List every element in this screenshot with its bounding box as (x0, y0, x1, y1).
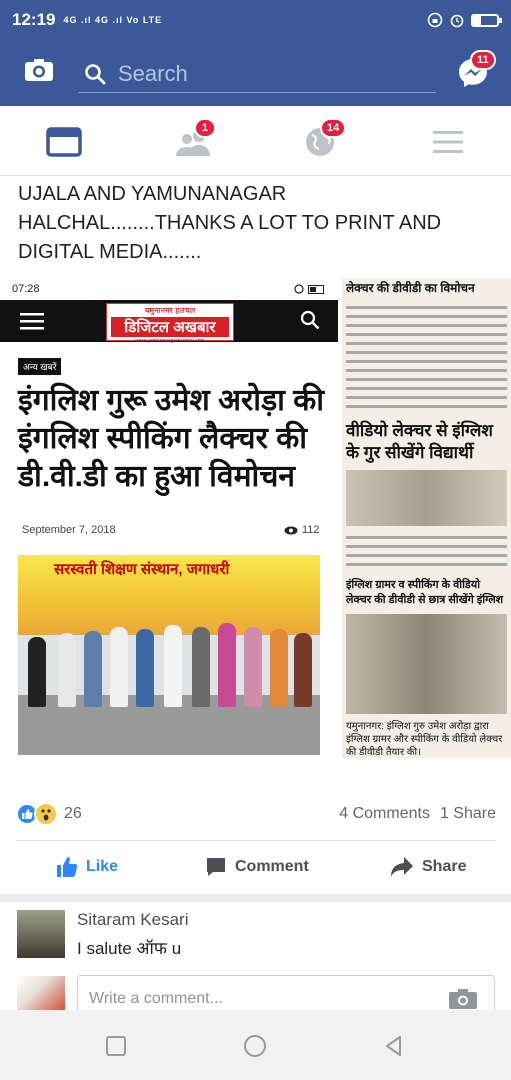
hamburger-icon (432, 129, 464, 155)
person (192, 627, 210, 707)
site-search-icon (300, 310, 320, 330)
clip-text-block (342, 298, 511, 416)
search-icon (84, 63, 106, 85)
article-headline: इंगलिश गुरू उमेश अरोड़ा की इंगलिश स्पीकिंग लैक्चर की डी.वी.डी का हुआ विमोचन (18, 384, 325, 493)
reactions-summary[interactable] (16, 800, 496, 828)
tab-bar (0, 106, 511, 176)
clip-photo-2 (346, 614, 507, 714)
clip-heading-1: लेक्चर की डीवीडी का विमोचन (346, 281, 475, 295)
shares-count[interactable]: 1 Share (439, 805, 496, 822)
feed-icon (46, 127, 82, 157)
comment-button[interactable]: Comment (205, 856, 309, 878)
comment-text: I salute ऑफ u (77, 939, 182, 958)
avatar (17, 976, 65, 1012)
news-site-header (0, 300, 338, 342)
back-icon[interactable] (382, 1034, 406, 1058)
person (110, 627, 128, 707)
tab-news-feed[interactable] (39, 120, 89, 164)
camera-icon[interactable] (24, 58, 54, 82)
article-screenshot (0, 278, 338, 758)
person (244, 627, 262, 707)
section-separator (0, 894, 511, 902)
messenger-badge: 11 (470, 50, 496, 70)
camera-icon[interactable] (448, 988, 478, 1010)
avatar[interactable] (17, 910, 65, 958)
recents-icon[interactable] (104, 1034, 128, 1058)
comment-author[interactable]: Sitaram Kesari (77, 910, 189, 929)
signal-indicator: 4G .ıl 4G .ıl Vo LTE (63, 15, 163, 25)
comment-icon (205, 856, 227, 878)
clip-photo-1 (346, 470, 507, 526)
category-tag: अन्य खबरें (18, 358, 61, 375)
thumbs-up-icon (56, 856, 78, 878)
alarm-icon (449, 12, 465, 28)
status-bar (0, 0, 511, 40)
status-time: 12:19 (12, 10, 56, 29)
post-image[interactable] (0, 278, 511, 758)
reaction-icons (16, 802, 58, 826)
comment-placeholder: Write a comment... (89, 990, 223, 1007)
person (294, 633, 312, 707)
comment-composer (0, 972, 511, 1012)
person (84, 631, 102, 707)
share-icon (390, 856, 414, 878)
person (164, 625, 182, 707)
embedded-battery-icon (308, 285, 326, 294)
app-bar (0, 40, 511, 106)
notifications-badge: 14 (320, 118, 346, 138)
battery-icon (471, 14, 499, 27)
person (218, 623, 236, 707)
post-text: UJALA AND YAMUNANAGAR HALCHAL........THANKS A LOT TO PRINT AND DIGITAL MEDIA....... (18, 183, 442, 263)
site-menu-icon (20, 312, 44, 330)
navigation-bar (0, 1010, 511, 1080)
comments-count[interactable]: 4 Comments (339, 805, 430, 822)
embedded-status-bar (0, 278, 338, 300)
reaction-count: 26 (64, 805, 82, 822)
embedded-time: 07:28 (12, 283, 40, 295)
site-logo: यमुनानगर हलचल डिजिटल अखबार www.yamunanagarhulchal.com (106, 303, 234, 341)
share-button[interactable]: Share (390, 856, 466, 878)
newspaper-clippings (342, 278, 511, 758)
home-icon[interactable] (243, 1034, 267, 1058)
clip-heading-3: इंग्लिश ग्रामर व स्पीकिंग के वीडियो लेक्चर की डीवीडी से छात्र सीखेंगे इंग्लिश (346, 579, 504, 606)
event-photo (18, 555, 320, 755)
wow-reaction-icon (34, 802, 58, 826)
status-icons (427, 12, 499, 28)
post-actions (0, 848, 511, 888)
divider (16, 840, 496, 841)
comment-item (0, 902, 511, 972)
article-date: September 7, 2018 (22, 524, 116, 536)
eye-icon (284, 526, 298, 535)
like-button[interactable]: Like (56, 856, 118, 878)
person (28, 637, 46, 707)
person (58, 633, 76, 707)
event-banner: सरस्वती शिक्षण संस्थान, जगाधरी (18, 555, 320, 635)
tab-menu[interactable] (423, 120, 473, 164)
article-views: 112 (284, 524, 320, 536)
person (270, 629, 288, 707)
friends-badge: 1 (194, 118, 216, 138)
person (136, 629, 154, 707)
embedded-alarm-icon (294, 284, 304, 294)
clip-text-block (342, 528, 511, 574)
clip-paragraph: यमुनानगर: इंग्लिश गुरु उमेश अरोड़ा द्वारा इंग्लिश ग्रामर और स्पीकिंग के वीडियो लेक्चर की डीवीडी तैयार की। (346, 721, 503, 758)
lock-icon (427, 12, 443, 28)
clip-heading-2: वीडियो लेक्चर से इंग्लिश के गुर सीखेंगे विद्यार्थी (346, 421, 493, 462)
search-field[interactable] (78, 55, 436, 93)
search-placeholder: Search (118, 60, 188, 86)
